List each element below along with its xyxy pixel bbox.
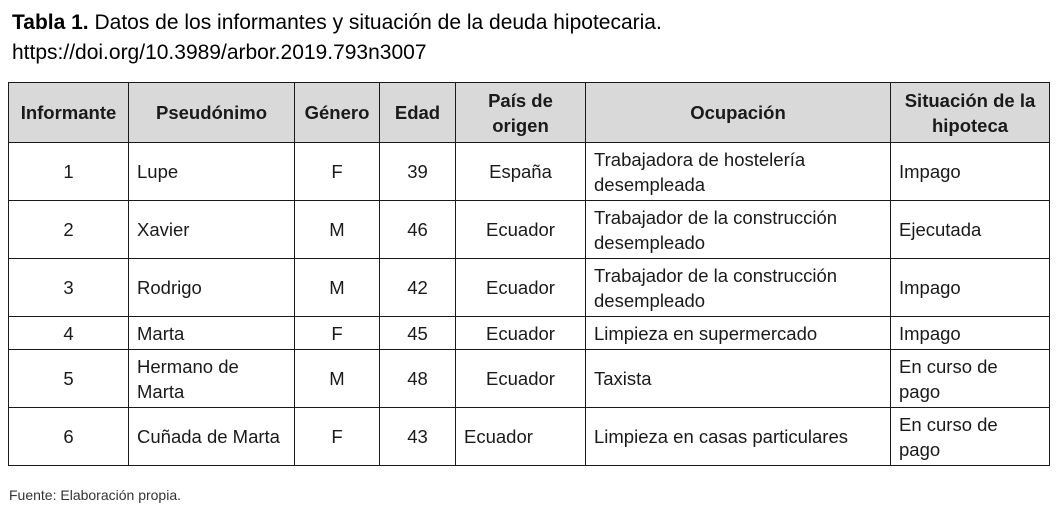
cell-situacion: Impago <box>891 317 1050 350</box>
cell-edad: 43 <box>380 408 456 466</box>
cell-pais: España <box>456 143 586 201</box>
cell-pais: Ecuador <box>456 259 586 317</box>
table-row <box>9 317 1050 350</box>
table-row <box>9 201 1050 259</box>
header-edad: Edad <box>380 83 456 143</box>
header-pseudonimo: Pseudónimo <box>129 83 295 143</box>
header-informante: Informante <box>9 83 129 143</box>
cell-pais: Ecuador <box>456 201 586 259</box>
table-row <box>9 143 1050 201</box>
cell-situacion: Impago <box>891 259 1050 317</box>
cell-edad: 46 <box>380 201 456 259</box>
cell-pais: Ecuador <box>456 317 586 350</box>
informants-table <box>8 82 1050 466</box>
cell-situacion: En curso de pago <box>891 408 1050 466</box>
cell-informante: 2 <box>9 201 129 259</box>
cell-ocupacion: Limpieza en casas particulares <box>586 408 891 466</box>
table-row <box>9 259 1050 317</box>
cell-ocupacion: Limpieza en supermercado <box>586 317 891 350</box>
cell-pais: Ecuador <box>456 350 586 408</box>
cell-informante: 6 <box>9 408 129 466</box>
header-situacion: Situación de la hipoteca <box>891 83 1050 143</box>
cell-pais: Ecuador <box>456 408 586 466</box>
cell-pseudonimo: Lupe <box>129 143 295 201</box>
cell-informante: 4 <box>9 317 129 350</box>
caption-text: Datos de los informantes y situación de la deuda hipotecaria. <box>88 11 662 34</box>
cell-informante: 3 <box>9 259 129 317</box>
cell-informante: 1 <box>9 143 129 201</box>
cell-pseudonimo: Xavier <box>129 201 295 259</box>
doi-link[interactable]: https://doi.org/10.3989/arbor.2019.793n3007 <box>12 41 427 64</box>
cell-genero: M <box>295 350 380 408</box>
header-ocupacion: Ocupación <box>586 83 891 143</box>
header-pais: País de origen <box>456 83 586 143</box>
cell-situacion: En curso de pago <box>891 350 1050 408</box>
cell-ocupacion: Trabajador de la construcción desempleado <box>586 201 891 259</box>
cell-ocupacion: Taxista <box>586 350 891 408</box>
table-row <box>9 350 1050 408</box>
cell-genero: F <box>295 143 380 201</box>
cell-edad: 42 <box>380 259 456 317</box>
cell-edad: 45 <box>380 317 456 350</box>
cell-genero: F <box>295 317 380 350</box>
caption-label: Tabla 1. <box>12 11 89 34</box>
cell-pseudonimo: Cuñada de Marta <box>129 408 295 466</box>
cell-edad: 48 <box>380 350 456 408</box>
cell-genero: F <box>295 408 380 466</box>
table-caption <box>12 8 662 68</box>
cell-ocupacion: Trabajador de la construcción desempleado <box>586 259 891 317</box>
cell-edad: 39 <box>380 143 456 201</box>
cell-situacion: Impago <box>891 143 1050 201</box>
cell-genero: M <box>295 259 380 317</box>
source-note: Fuente: Elaboración propia. <box>9 487 181 503</box>
cell-situacion: Ejecutada <box>891 201 1050 259</box>
cell-pseudonimo: Rodrigo <box>129 259 295 317</box>
cell-pseudonimo: Marta <box>129 317 295 350</box>
table-header-row <box>9 83 1050 143</box>
header-genero: Género <box>295 83 380 143</box>
table-row <box>9 408 1050 466</box>
cell-pseudonimo: Hermano de Marta <box>129 350 295 408</box>
cell-ocupacion: Trabajadora de hostelería desempleada <box>586 143 891 201</box>
cell-informante: 5 <box>9 350 129 408</box>
cell-genero: M <box>295 201 380 259</box>
